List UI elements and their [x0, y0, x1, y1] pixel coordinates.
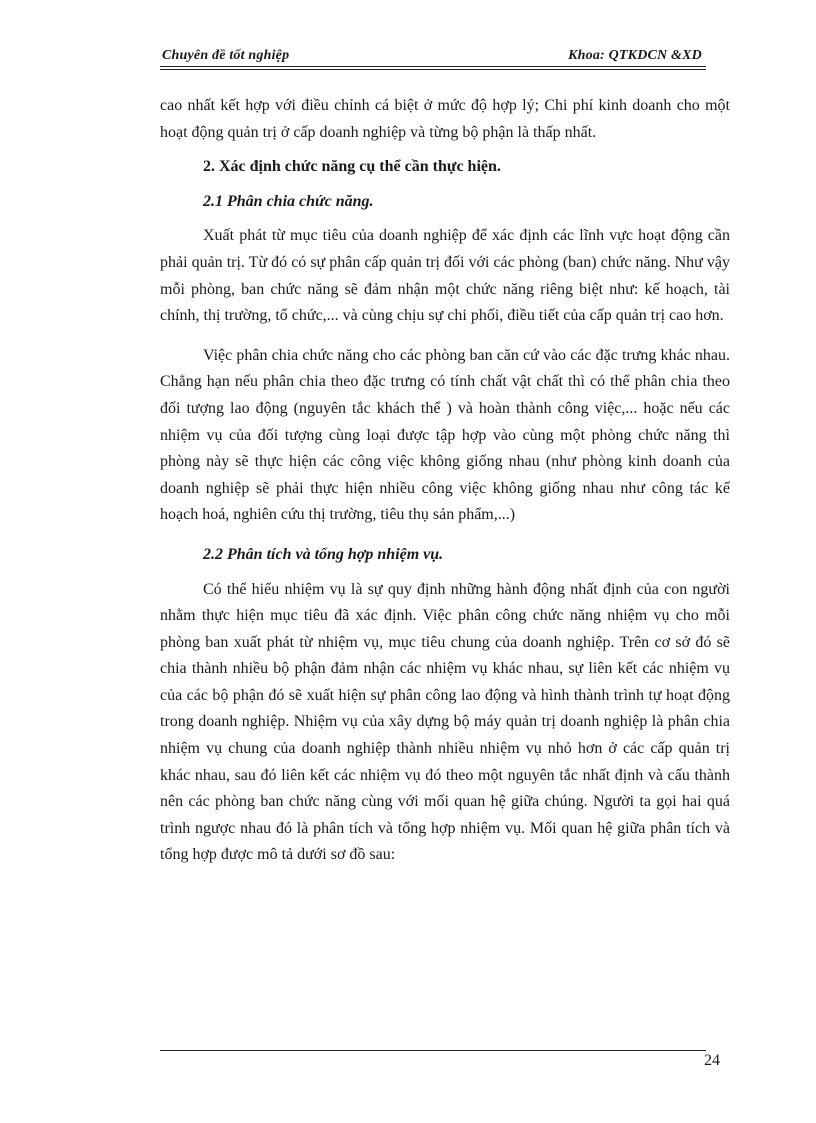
paragraph-task-analysis: Có thể hiểu nhiệm vụ là sự quy định những hành động nhất định của con người nhằm thực hiện mục tiêu đã xác định. Việc phân công chức năng nhiệm vụ cho mỗi phòng ban xuất phát từ nhiệm vụ, mục tiêu chung của doanh nghiệp. Trên cơ sở đó sẽ chia thành nhiều bộ phận đảm nhận các nhiệm vụ khác nhau, sự liên kết các nhiệm vụ của các bộ phận đó sẽ xuất hiện sự phân công lao động và hình thành trình tự hoạt động trong doanh nghiệp. Nhiệm vụ của xây dựng bộ máy quản trị doanh nghiệp là phân chia nhiệm vụ chung của doanh nghiệp thành nhiều nhiệm vụ nhỏ hơn ở các cấp quản trị khác nhau, sau đó liên kết các nhiệm vụ đó theo một nguyên tắc nhất định và cấu thành nên các phòng ban chức năng cùng với mối quan hệ giữa chúng. Người ta gọi hai quá trình ngược nhau đó là phân tích và tổng hợp nhiệm vụ. Mối quan hệ giữa phân tích và tổng hợp được mô tả dưới sơ đồ sau:: [160, 580, 730, 864]
header-document-title: Chuyên đề tốt nghiệp: [162, 48, 290, 63]
section-heading: 2. Xác định chức năng cụ thể cần thực hiện.: [203, 158, 501, 176]
paragraph-function-division: Xuất phát từ mục tiêu của doanh nghiệp để xác định các lĩnh vực hoạt động cần phải quản trị. Từ đó có sự phân cấp quản trị đối với các phòng (ban) chức năng. Như vậy mỗi phòng, ban chức năng sẽ đảm nhận một chức năng riêng biệt như: kế hoạch, tài chính, thị trường, tổ chức,... và cùng chịu sự chi phối, điều tiết của cấp quản trị cao hơn.: [160, 227, 730, 325]
header-faculty: Khoa: QTKDCN &XD: [568, 48, 702, 63]
subsection-heading-task-analysis: 2.2 Phân tích và tổng hợp nhiệm vụ.: [203, 545, 444, 563]
page-number: 24: [704, 1052, 720, 1069]
page-header: [160, 46, 706, 68]
header-divider-thin: [160, 69, 706, 70]
paragraph-continuation: cao nhất kết hợp với điều chỉnh cá biệt ở mức độ hợp lý; Chi phí kinh doanh cho một hoạt động quản trị ở cấp doanh nghiệp và từng bộ phận là thấp nhất.: [160, 97, 730, 141]
footer-divider: [160, 1050, 706, 1051]
subsection-heading-function-division: 2.1 Phân chia chức năng.: [203, 192, 374, 210]
paragraph-division-criteria: Việc phân chia chức năng cho các phòng ban căn cứ vào các đặc trưng khác nhau. Chẳng hạn nếu phân chia theo đặc trưng có tính chất vật chất thì có thể phân chia theo đối tượng lao động (nguyên tắc khách thể ) và hoàn thành công việc,... hoặc nếu các nhiệm vụ của đối tượng cùng loại được tập hợp vào cùng một phòng chức năng thì phòng này sẽ thực hiện các công việc không giống nhau (như phòng kinh doanh của doanh nghiệp sẽ phải thực hiện nhiều công việc không giống nhau như công tác kế hoạch hoá, nghiên cứu thị trường, tiêu thụ sản phẩm,...): [160, 346, 730, 524]
header-divider: [160, 66, 706, 67]
page-body: [160, 93, 730, 869]
